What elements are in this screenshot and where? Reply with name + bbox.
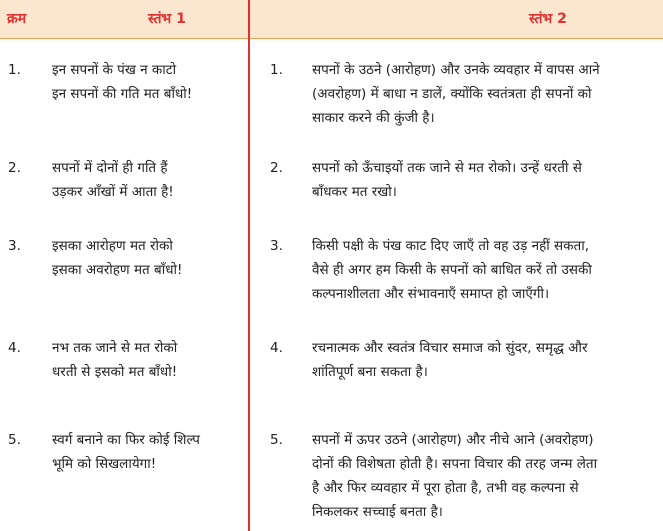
row-3-left-text: [52, 234, 182, 282]
row-1-left-text: [52, 58, 192, 106]
row-4-right-text: [312, 336, 654, 384]
row-1-right-line-1: सपनों के उठने (आरोहण) और उनके व्यवहार में वापस आने: [312, 62, 600, 78]
row-5-left-line-1: स्वर्ग बनाने का फिर कोई शिल्प: [52, 432, 200, 448]
row-3-right-line-2: वैसे ही अगर हम किसी के सपनों को बाधित करें तो उसकी: [312, 262, 592, 278]
table-header: [0, 0, 663, 39]
row-5-left-text: [52, 428, 200, 476]
column-divider: [248, 0, 250, 531]
header-column-2: स्तंभ 2: [529, 11, 567, 27]
row-2-right-text: [312, 156, 654, 204]
row-3-left-number: 3.: [8, 238, 21, 254]
row-4-right-line-2: शांतिपूर्ण बना सकता है।: [312, 364, 428, 380]
row-5-right-line-2: दोनों की विशेषता होती है। सपना विचार की तरह जन्म लेता: [312, 456, 598, 472]
row-2-left-line-1: सपनों में दोनों ही गति हैं: [52, 160, 168, 176]
row-5-right-line-1: सपनों में ऊपर उठने (आरोहण) और नीचे आने (अवरोहण): [312, 432, 594, 448]
row-3-right-text: [312, 234, 654, 306]
row-3-left-line-1: इसका आरोहण मत रोको: [52, 238, 173, 254]
row-3-right-line-1: किसी पक्षी के पंख काट दिए जाएँ तो वह उड़ नहीं सकता,: [312, 238, 590, 254]
row-4-right-number: 4.: [270, 340, 283, 356]
row-4-left-line-1: नभ तक जाने से मत रोको: [52, 340, 178, 356]
row-2-right-line-2: बाँधकर मत रखो।: [312, 184, 397, 200]
row-5-right-line-3: है और फिर व्यवहार में पूरा होता है, तभी वह कल्पना से: [312, 480, 579, 496]
row-1-right-number: 1.: [270, 62, 283, 78]
row-5-right-line-4: निकलकर सच्चाई बनता है।: [312, 504, 443, 520]
row-1-right-line-3: साकार करने की कुंजी है।: [312, 110, 435, 126]
row-1-left-line-1: इन सपनों के पंख न काटो: [52, 62, 177, 78]
row-5-right-number: 5.: [270, 432, 283, 448]
row-2-left-text: [52, 156, 174, 204]
row-1-left-number: 1.: [8, 62, 21, 78]
row-1-left-line-2: इन सपनों की गति मत बाँधो!: [52, 86, 193, 102]
header-column-1: स्तंभ 1: [148, 11, 186, 27]
row-3-left-line-2: इसका अवरोहण मत बाँधो!: [52, 262, 183, 278]
row-4-left-line-2: धरती से इसको मत बाँधो!: [52, 364, 178, 380]
row-2-left-number: 2.: [8, 160, 21, 176]
row-2-right-line-1: सपनों को ऊँचाइयों तक जाने से मत रोको। उन्हें धरती से: [312, 160, 582, 176]
row-1-right-line-2: (अवरोहण) में बाधा न डालें, क्योंकि स्वतंत्रता ही सपनों को: [312, 86, 592, 102]
row-2-left-line-2: उड़कर आँखों में आता है!: [52, 184, 174, 200]
row-1-right-text: [312, 58, 654, 130]
row-4-left-number: 4.: [8, 340, 21, 356]
row-5-right-text: [312, 428, 654, 524]
row-4-right-line-1: रचनात्मक और स्वतंत्र विचार समाज को सुंदर, समृद्ध और: [312, 340, 588, 356]
row-3-right-line-3: कल्पनाशीलता और संभावनाएँ समाप्त हो जाएँगी।: [312, 286, 550, 302]
header-serial: क्रम: [7, 11, 27, 27]
row-2-right-number: 2.: [270, 160, 283, 176]
row-4-left-text: [52, 336, 177, 384]
row-5-left-line-2: भूमि को सिखलायेगा!: [52, 456, 157, 472]
row-3-right-number: 3.: [270, 238, 283, 254]
row-5-left-number: 5.: [8, 432, 21, 448]
